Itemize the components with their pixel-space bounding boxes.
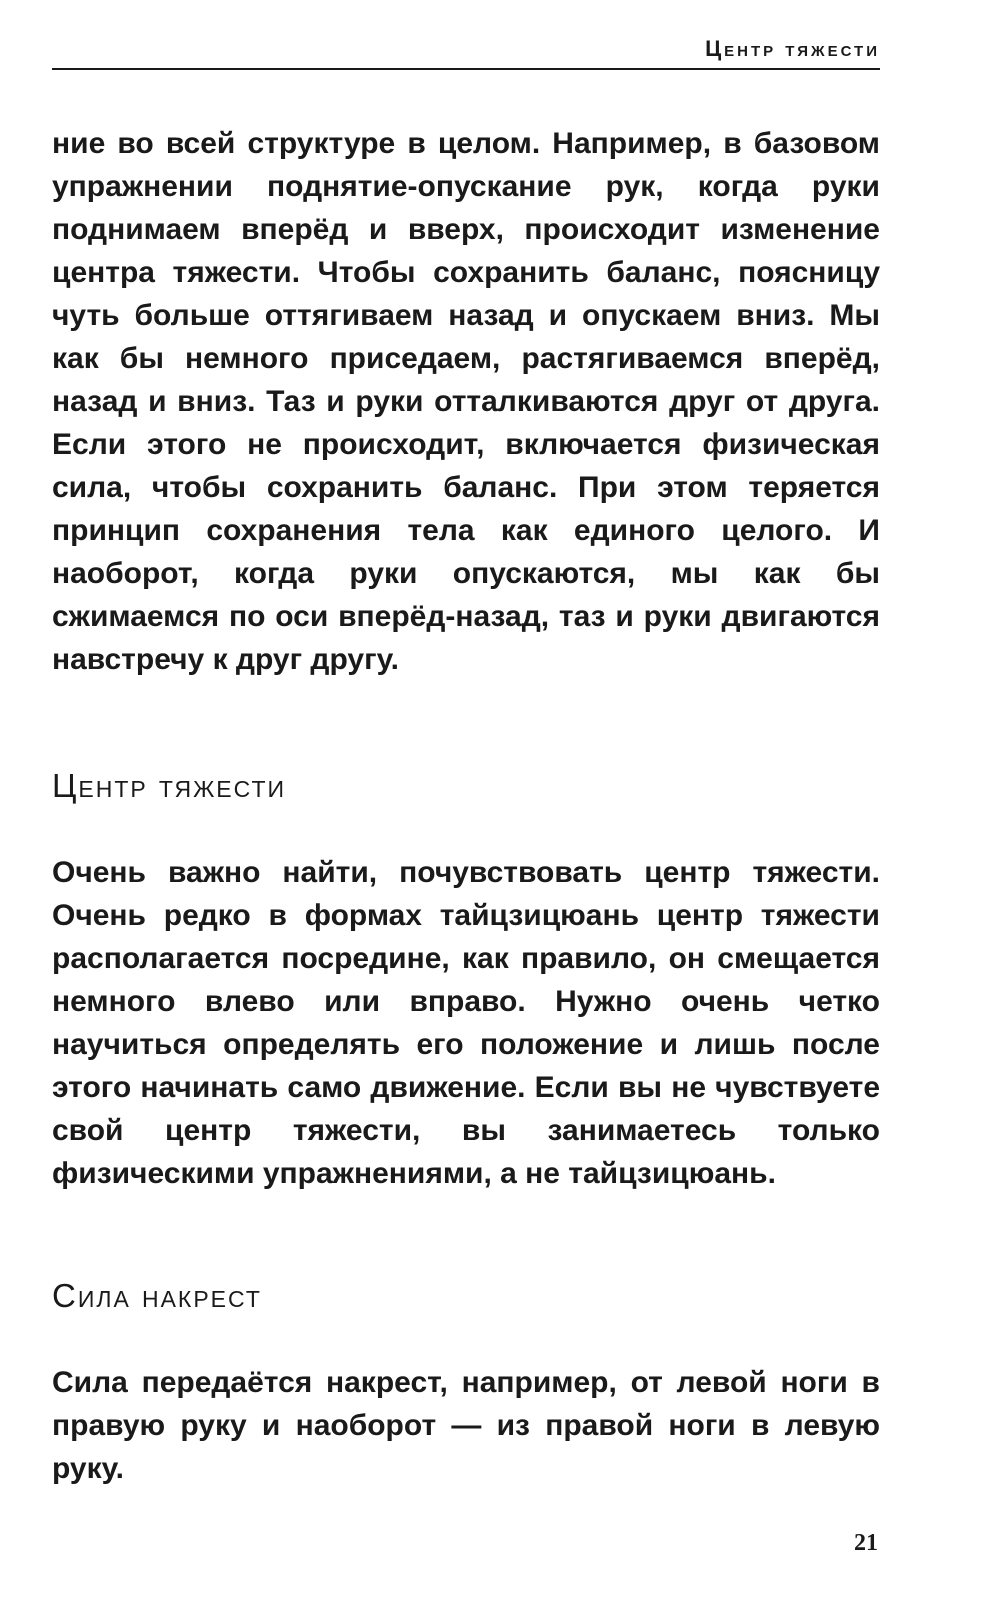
section-heading-center-of-gravity: Центр тяжести xyxy=(52,767,287,804)
section-heading-cross-force: Сила накрест xyxy=(52,1277,262,1314)
page-content xyxy=(52,122,880,1490)
intro-paragraph: ние во всей структуре в целом. Например, в базовом упражнении поднятие-опускание рук, когда руки поднимаем вперёд и вверх, происходит изменение центра тяжести. Чтобы сохранить баланс, поясницу чуть больше оттягиваем назад и опускаем вниз. Мы как бы немного приседаем, растягиваемся вперёд, назад и вниз. Таз и руки отталкиваются друг от друга. Если этого не происходит, включается физическая сила, чтобы сохранить баланс. При этом теряется принцип сохранения тела как единого целого. И наоборот, когда руки опускаются, мы как бы сжимаемся по оси вперёд-назад, таз и руки двигаются навстречу к друг другу. xyxy=(52,127,880,676)
running-header-title: Центр тяжести xyxy=(705,36,880,61)
section-paragraph-center-of-gravity: Очень важно найти, почувствовать центр тяжести. Очень редко в формах тайцзицюань центр тяжести располагается посредине, как правило, он смещается немного влево или вправо. Нужно очень четко научиться определять его положение и лишь после этого начинать само движение. Если вы не чувствуете свой центр тяжести, вы занимаетесь только физическими упражнениями, а не тайцзицюань. xyxy=(52,856,880,1190)
page-number: 21 xyxy=(854,1530,878,1556)
section-paragraph-cross-force: Сила передаётся накрест, например, от левой ноги в правую руку и наоборот — из правой ноги в левую руку. xyxy=(52,1366,880,1485)
running-header xyxy=(52,28,880,70)
